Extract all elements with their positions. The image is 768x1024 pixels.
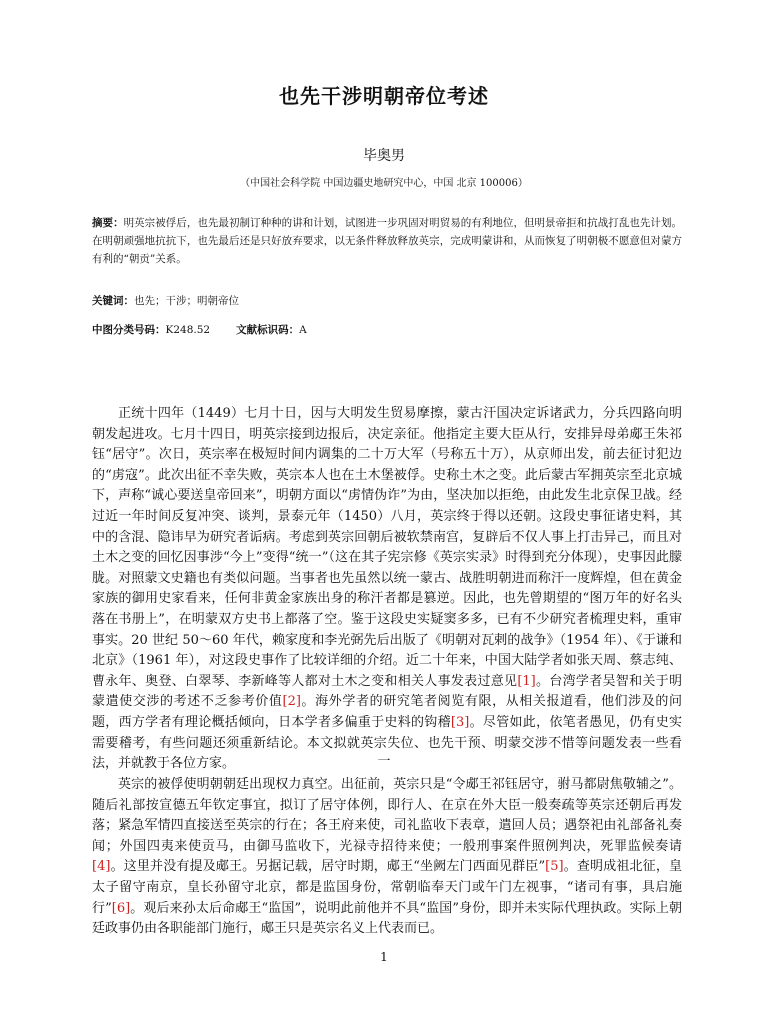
paragraph-text: 。台湾学者吴智和关于明蒙遣使交涉的考述不乏参考价值 [92,673,682,710]
paragraph-text: 。海外学者的研究笔者阅览有限，从相关报道看，他们涉及的问题，西方学者有理论概括倾向，日本学者多偏重于史料的钩稽 [92,694,682,730]
paragraph-text: 。观后来孙太后命郕王“监国”，说明此前他并不具“监国”身份，即并未实际代理执政。实际上朝廷政事仍由各职能部门施行，郕王只是英宗名义上代表而已。 [92,900,682,937]
author-name: 毕奥男 [363,148,405,164]
classification-line [92,322,307,337]
paragraph-text: 正统十四年（1449）七月十日，因与大明发生贸易摩擦，蒙古汗国决定诉诸武力，分兵四路向明朝发起进攻。七月十四日，明英宗接到边报后，决定亲征。他指定主要大臣从行，安排异母弟郕王朱祁钰“居守”。次日，英宗率在极短时间内调集的二十万大军（号称五十万），从京师出发，前去征讨犯边的“虏寇”。此次出征不幸失败，英宗本人也在土木堡被俘。史称土木之变。此后蒙古军拥英宗至北京城下，声称“诚心要送皇帝回来”，明朝方面以“虏情伪诈”为由，坚决加以拒绝，由此发生北京保卫战。经过近一年时间反复冲突、谈判，景泰元年（1450）八月，英宗终于得以还朝。这段史事征诸史料，其中的含混、隐讳早为研究者诟病。考虑到英宗回朝后被软禁南宫，复辟后不仅人事上打击异己，而且对土木之变的回忆因事涉“今上”变得“统一”（这在其子宪宗修《英宗实录》时得到充分体现），史事因此朦胧。对照蒙文史籍也有类似问题。当事者也先虽然以统一蒙古、战胜明朝进而称汗一度辉煌，但在黄金家族的御用史家看来，任何非黄金家族出身的称汗者都是篡逆。因此，也先曾期望的“图万年的好名头落在书册上”，在明蒙双方史书上都落了空。鉴于这段史实疑窦多多，已有不少研究者梳理史料，重审事实。20 世纪 50～60 年代，赖家度和李光弼先后出版了《明朝对瓦剌的战争》（1954 年）、《于谦和北京》（1961 年），对这段史事作了比较详细的介绍。近二十年来，中国大陆学者如张天周、蔡志纯、曹永年、奥登、白翠琴、李新峰等人都对土木之变和相关人事发表过意见 [92,406,682,689]
paragraph-text: 。这里并没有提及郕王。另据记载，居守时期，郕王“坐阙左门西面见群臣” [110,859,546,875]
citation-link[interactable]: [6] [111,900,131,916]
abstract-label: 摘要： [92,217,124,229]
body-paragraph-section-one [92,775,682,940]
keywords-text: 也先；干涉；明朝帝位 [134,295,239,307]
section-heading-one: 一 [377,754,391,769]
keywords-label: 关键词： [92,295,134,307]
citation-link[interactable]: [1] [517,673,536,689]
citation-link[interactable]: [4] [92,859,111,875]
paragraph-text: 英宗的被俘使明朝朝廷出现权力真空。出征前，英宗只是“令郕王祁钰居守，驸马都尉焦敬辅之”。随后礼部按宣德五年钦定事宜，拟订了居守体例，即行人、在京在外大臣一般奏疏等英宗还朝后再发落；紧急军情四直接送至英宗的行在；各王府来使，司礼监收下表章，遣回人员；遇祭祀由礼部备礼奏闻；外国四夷来使贡马，由御马监收下，光禄寺招待来使；一般刑事案件照例判决，死罪监候奏请 [92,777,682,854]
doc-code-value: A [299,324,307,336]
paragraph-text: 。查明成祖北征，皇太子留守南京，皇长孙留守北京，都是监国身份，常朝临奉天门或午门左视事，“诸司有事，具启施行” [92,859,682,916]
keywords [92,293,239,308]
citation-link[interactable]: [2] [282,694,301,710]
abstract-text: 明英宗被俘后，也先最初制订种种的讲和计划，试图进一步巩固对明贸易的有利地位，但明景帝拒和抗战打乱也先计划。在明朝顽强地抗抗下，也先最后还是只好放弃要求，以无条件释放释放英宗，完成明蒙讲和，从而恢复了明朝极不愿意但对蒙方有利的“朝贡”关系。 [92,217,682,265]
body-paragraph-intro [92,404,682,775]
paper-title: 也先干涉明朝帝位考述 [279,84,489,108]
page-number: 1 [380,950,388,964]
class-value: K248.52 [165,324,211,336]
class-label: 中图分类号码： [92,324,166,336]
author-affiliation: （中国社会科学院 中国边疆史地研究中心，中国 北京 100006） [240,178,528,189]
doc-code-label: 文献标识码： [236,324,300,336]
abstract [92,214,682,268]
citation-link[interactable]: [5] [545,859,564,875]
paragraph-text: 。尽管如此，依笔者愚见，仍有史实需要稽考，有些问题还须重新结论。本文拟就英宗失位、也先干预、明蒙交涉不惜等问题发表一些看法，并就教于各位方家。 [92,714,682,772]
citation-link[interactable]: [3] [450,714,470,730]
